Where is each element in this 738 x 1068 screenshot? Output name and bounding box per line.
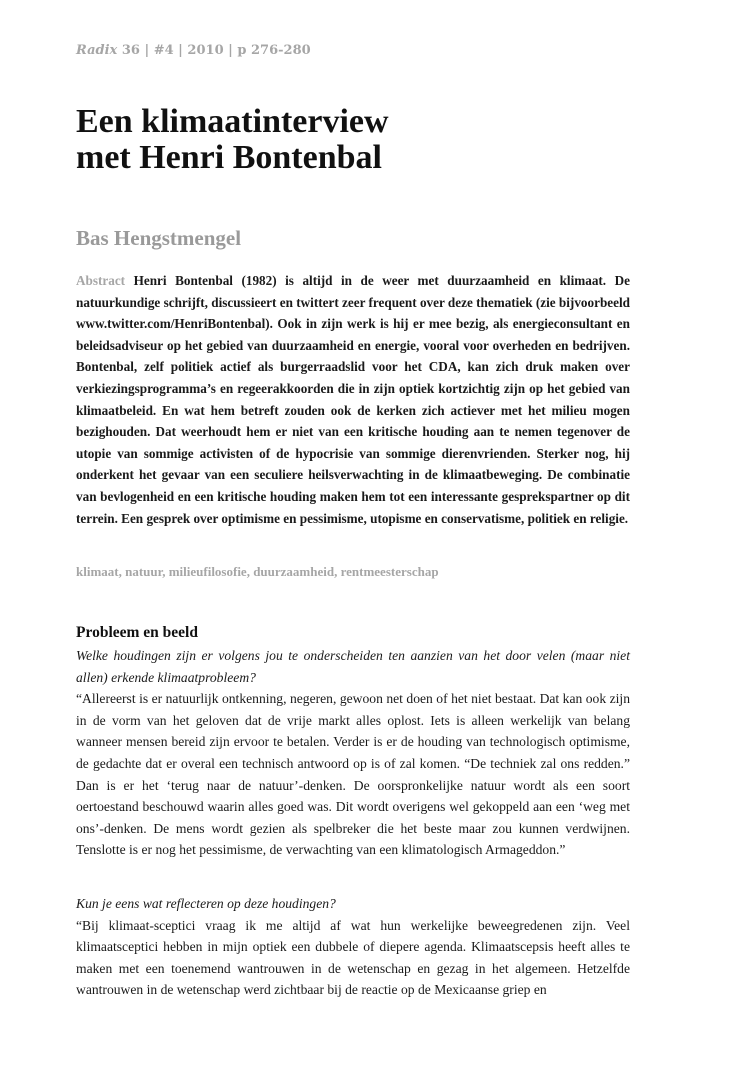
interview-question: Kun je eens wat reflecteren op deze houdingen? xyxy=(76,896,336,911)
interview-block-2 xyxy=(76,893,630,1001)
abstract-label: Abstract xyxy=(76,273,126,288)
keywords: klimaat, natuur, milieufilosofie, duurzaamheid, rentmeesterschap xyxy=(76,564,439,579)
interview-answer: “Allereerst is er natuurlijk ontkenning, negeren, gewoon net doen of het niet bestaat. Dat kan ook zijn in de vorm van het geloven dat de vrije markt alles oplost. Iets is alleen werkelijk van belang wanneer mensen bereid zijn ervoor te betalen. Verder is er de houding van technologisch optimisme, de gedachte dat er overal een technisch antwoord op is of zal komen. “De techniek zal ons redden.” Dan is er het ‘terug naar de natuur’-denken. De oorspronkelijke natuur wordt als een soort oertoestand beschouwd waarin alles goed was. Dit wordt overigens wel gekoppeld aan een ‘weg met ons’-denken. De mens wordt gezien als spelbreker die het beste maar zou kunnen verdwijnen. Tenslotte is er nog het pessimisme, de verwachting van een klimatologisch Armageddon.” xyxy=(76,691,630,858)
journal-name: Radix xyxy=(76,43,118,58)
citation-info: 36 | #4 | 2010 | p 276-280 xyxy=(117,43,311,58)
running-head xyxy=(76,43,311,58)
article-title xyxy=(76,104,389,176)
title-line-1: Een klimaatinterview xyxy=(76,103,389,140)
interview-question: Welke houdingen zijn er volgens jou te onderscheiden ten aanzien van het door velen (maar niet allen) erkende klimaatprobleem? xyxy=(76,648,630,685)
title-line-2: met Henri Bontenbal xyxy=(76,139,382,176)
abstract-text: Henri Bontenbal (1982) is altijd in de weer met duurzaamheid en klimaat. De natuurkundige schrijft, discussieert en twittert zeer frequent over deze thematiek (zie bijvoorbeeld www.twitter.com/HenriBontenbal). Ook in zijn werk is hij er mee bezig, als energieconsultant en beleidsadviseur op het gebied van duurzaamheid en energie, vooral voor overheden en bedrijven. Bontenbal, zelf politiek actief als burgerraadslid voor het CDA, kan zich druk maken over verkiezingsprogramma’s en regeerakkoorden die in zijn optiek kortzichtig zijn op het gebied van klimaatbeleid. En wat hem betreft zouden ook de kerken zich actiever met het milieu mogen bezighouden. Dat weerhoudt hem er niet van een kritische houding aan te nemen tegenover de utopie van sommige activisten of de hypocrisie van sommige dierenvrienden. Sterker nog, hij onderkent het gevaar van een seculiere heilsverwachting in de klimaatbeweging. De combinatie van bevlogenheid en een kritische houding maken hem tot een interessante gesprekspartner op dit terrein. Een gesprek over optimisme en pessimisme, utopisme en conservatisme, politiek en religie. xyxy=(76,273,630,526)
interview-block-1 xyxy=(76,645,630,861)
author-name: Bas Hengstmengel xyxy=(76,226,242,250)
interview-answer: “Bij klimaat-sceptici vraag ik me altijd af wat hun werkelijke beweegredenen zijn. Veel klimaatsceptici hebben in mijn optiek een dubbele of diepere agenda. Klimaatscepsis heeft alles te maken met een toenemend wantrouwen in de wetenschap en gezag in het algemeen. Hetzelfde wantrouwen in de wetenschap werd zichtbaar bij de reactie op de Mexicaanse griep en xyxy=(76,917,630,998)
abstract xyxy=(76,270,630,529)
section-title: Probleem en beeld xyxy=(76,624,198,641)
